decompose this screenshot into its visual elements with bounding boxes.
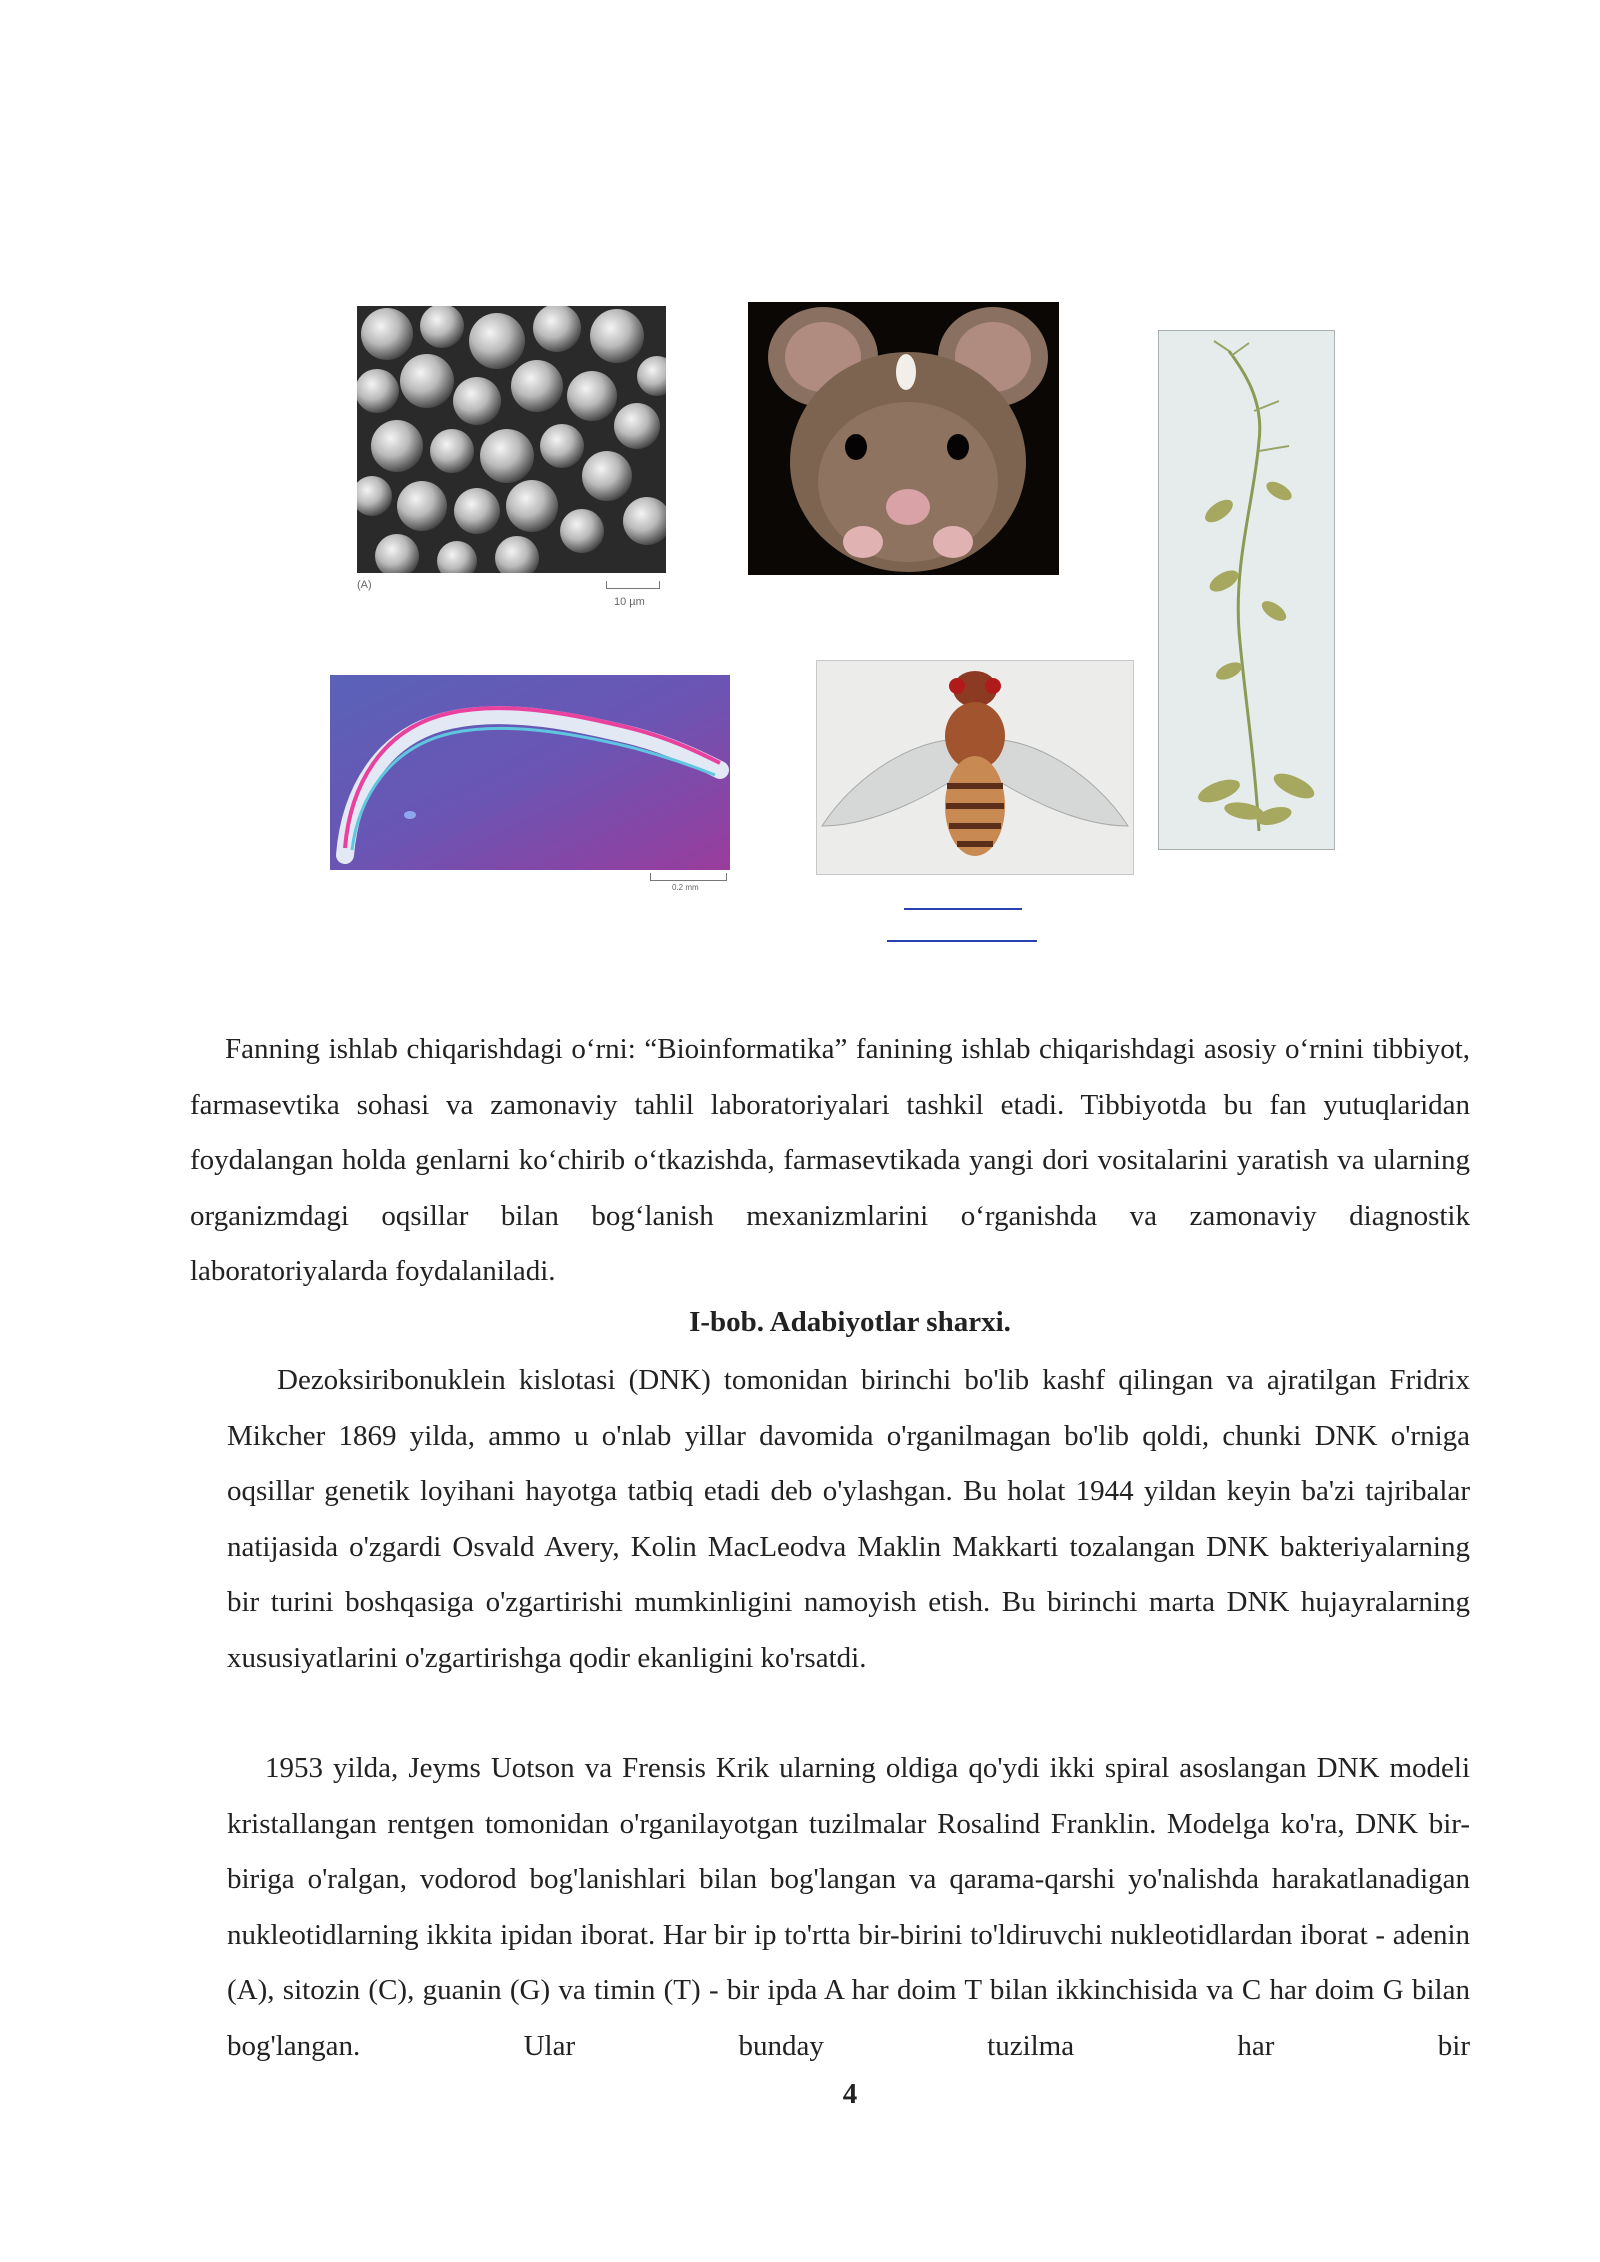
paragraph-field-role: Fanning ishlab chiqarishdagi o‘rni: “Bioinformatika” fanining ishlab chiqarishdagi asosiy o‘rnini tibbiyot, farmasevtika sohasi va zamonaviy tahlil laboratoriyalari tashkil etadi. Tibbiyotda bu fan yutuqlaridan foydalangan holda genlarni ko‘chirib o‘tkazishda, farmasevtikada yangi dori vositalarini yaratish va ularning organizmdagi oqsillar bilan bog‘lanish mexanizmlarini o‘rganishda va zamonaviy diagnostik laboratoriyalarda foydalaniladi. xyxy=(190,1033,1470,1287)
mouse-photo-image xyxy=(748,302,1059,575)
yeast-scale-bar xyxy=(606,581,660,589)
page-number: 4 xyxy=(842,2078,858,2110)
paragraph-dna-discovery: Dezoksiribonuklein kislotasi (DNK) tomonidan birinchi bo'lib kashf qilingan va ajratilgan Fridrix Mikcher 1869 yilda, ammo u o'nlab yillar davomida o'rganilmagan bo'lib qoldi, chunki DNK o'rniga oqsillar genetik loyihani hayotga tatbiq etadi deb o'ylashgan. Bu holat 1944 yildan keyin ba'zi tajribalar natijasida o'zgardi Osvald Avery, Kolin MacLeodva Maklin Makkarti tozalangan DNK bakteriyalarning bir turini boshqasiga o'zgartirishi mumkinligini namoyish etish. Bu birinchi marta DNK hujayralarning xususiyatlarini o'zgartirishga qodir ekanligini ko'rsatdi. xyxy=(227,1364,1470,1674)
reference-link-underline[interactable] xyxy=(887,940,1037,942)
fruit-fly-photo-image xyxy=(816,660,1134,875)
reference-link-underline[interactable] xyxy=(904,908,1022,910)
yeast-figure-label: (A) xyxy=(357,579,372,591)
section-heading: I-bob. Adabiyotlar sharxi. xyxy=(689,1306,1011,1338)
yeast-scale-label: 10 µm xyxy=(614,596,645,608)
worm-scale-bar xyxy=(650,873,727,881)
yeast-micrograph-image xyxy=(357,306,666,573)
worm-scale-label: 0.2 mm xyxy=(672,883,699,892)
paragraph-watson-crick: 1953 yilda, Jeyms Uotson va Frensis Krik ularning oldiga qo'ydi ikki spiral asoslangan DNK modeli kristallangan rentgen tomonidan o'rganilayotgan tuzilmalar Rosalind Franklin. Modelga ko'ra, DNK bir-biriga o'ralgan, vodorod bog'lanishlari bilan bog'langan va qarama-qarshi yo'nalishda harakatlanadigan nukleotidlarning ikkita ipidan iborat. Har bir ip to'rtta bir-birini to'ldiruvchi nukleotidlardan iborat - adenin (A), sitozin (C), guanin (G) va timin (T) - bir ipda A har doim T bilan ikkinchisida va C har doim G bilan bog'langan. Ular bunday tuzilma har bir xyxy=(227,1752,1470,2062)
worm-micrograph-image xyxy=(330,675,730,870)
arabidopsis-plant-image xyxy=(1158,330,1335,850)
